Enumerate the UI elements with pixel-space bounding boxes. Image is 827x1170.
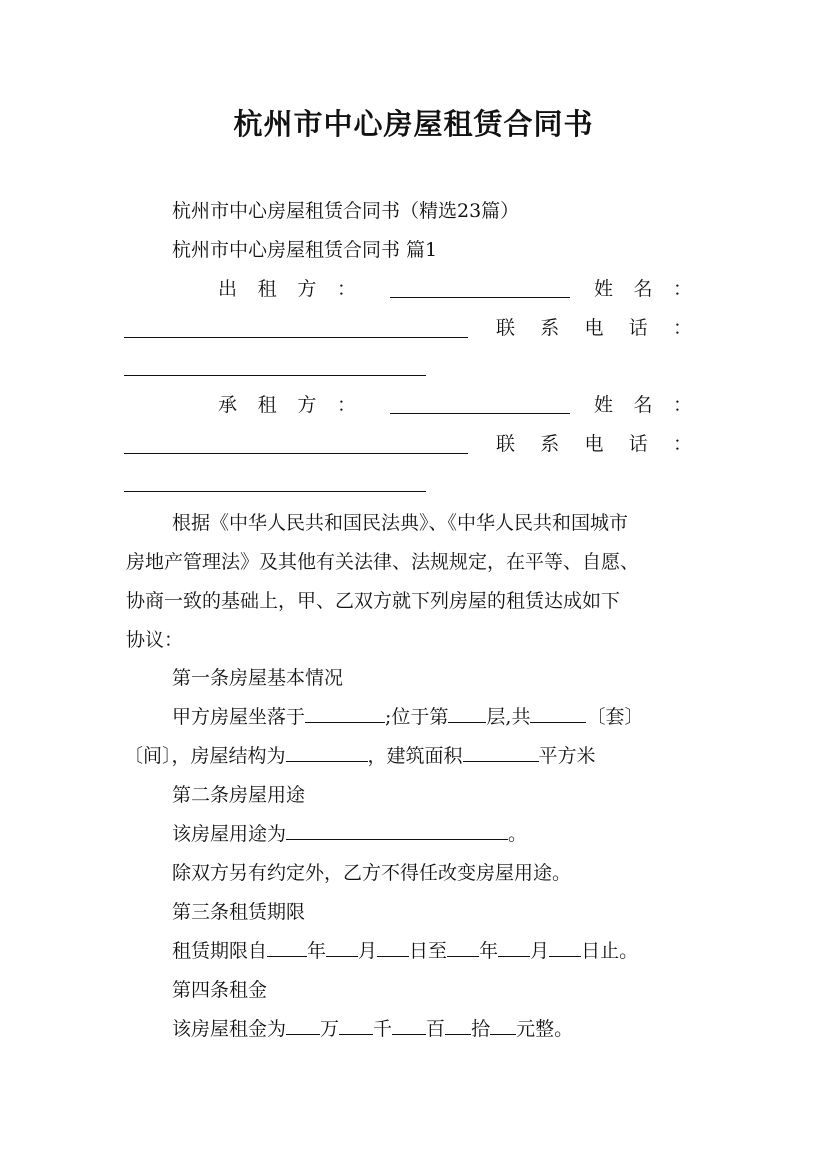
area-blank [463, 743, 539, 762]
lessor-phone-label: 联 系 电 话 ： [496, 317, 692, 339]
structure-blank [286, 743, 368, 762]
article-3-line-1: 租赁期限自 年 月 日至 年 月 日止。 [172, 940, 639, 962]
article-2-line-1: 该房屋用途为 。 [172, 823, 528, 845]
lessor-label: 出 租 方 ： [218, 278, 356, 300]
article-4-title: 第四条租金 [172, 979, 268, 1001]
location-blank [305, 704, 385, 723]
subtitle: 杭州市中心房屋租赁合同书（精选23篇） [172, 200, 520, 222]
preamble-line-3: 协商一致的基础上，甲、乙双方就下列房屋的租赁达成如下 [126, 590, 621, 612]
lessee-blank [390, 413, 570, 414]
lessor-phone-blank [124, 375, 426, 376]
lessee-phone-label: 联 系 电 话 ： [496, 433, 692, 455]
usage-blank [286, 821, 508, 840]
document-title: 杭州市中心房屋租赁合同书 [233, 107, 594, 141]
units-blank [530, 704, 586, 723]
lessee-name-label: 姓 名 ： [594, 394, 692, 416]
preamble-line-1: 根据《中华人民共和国民法典》、《中华人民共和国城市 [172, 512, 629, 534]
article-2-line-2: 除双方另有约定外，乙方不得任改变房屋用途。 [172, 862, 572, 884]
article-1-line-1: 甲方房屋坐落于 ;位于第 层,共 〔套〕 [172, 706, 644, 728]
lessor-name-label: 姓 名 ： [594, 278, 692, 300]
preamble-line-4: 协议： [126, 629, 184, 651]
article-2-title: 第二条房屋用途 [172, 784, 306, 806]
floor-blank [448, 704, 486, 723]
article-1-line-2: 〔间〕，房屋结构为 ，建筑面积 平方米 [124, 745, 596, 767]
article-3-title: 第三条租赁期限 [172, 901, 306, 923]
lessor-blank [390, 297, 570, 298]
article-1-title: 第一条房屋基本情况 [172, 667, 344, 689]
lessee-name-blank [124, 453, 468, 454]
lessor-name-blank [124, 337, 468, 338]
preamble-line-2: 房地产管理法》及其他有关法律、法规规定，在平等、自愿、 [126, 551, 640, 573]
article-4-line-1: 该房屋租金为 万 千 百 拾 元整。 [172, 1018, 574, 1040]
section-heading: 杭州市中心房屋租赁合同书 篇1 [172, 239, 438, 261]
lessee-phone-blank [124, 491, 426, 492]
lessee-label: 承 租 方 ： [218, 394, 356, 416]
